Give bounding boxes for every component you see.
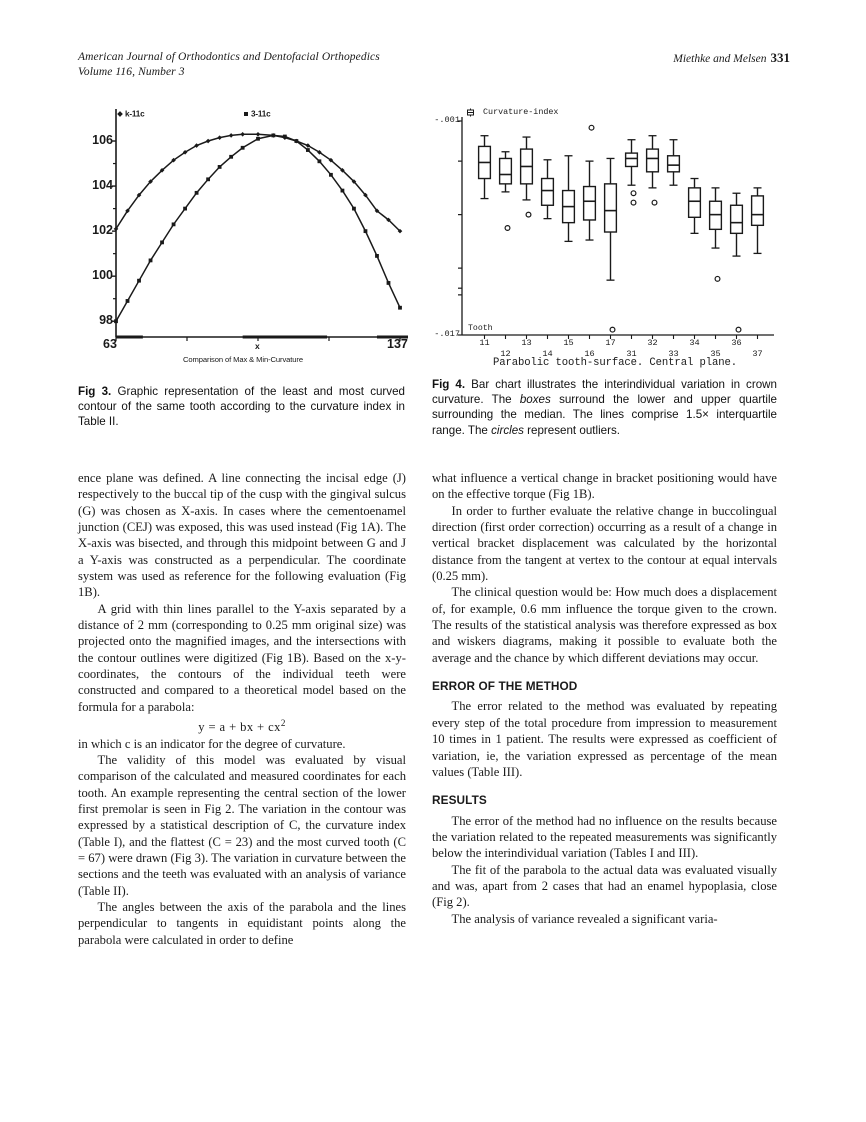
body-paragraph: In order to further evaluate the relative change in buccolingual direction (first order correction) occurring as a result of a change in vertical bracket displacement was calculated by the horizontal distance from the tangent at vertex to the contour at equal intervals (0.25 mm).: [432, 503, 777, 584]
figure-4-x-tick-label: 32: [647, 338, 658, 348]
figure-4-tooth-tag: Tooth: [468, 324, 493, 333]
body-paragraph: ence plane was defined. A line connecting the incisal edge (J) respectively to the buccal tip of the cusp with the gingival sulcus (G) was chosen as X-axis. In cases where the cementoenamel junction (CEJ) was exposed, this was used instead (Fig 1A). The X-axis was bisected, and through this midpoint between G and J a Y-axis was constructed as a perpendicular. The coordinate system was used as reference for the following evaluation (Fig 1B).: [78, 471, 406, 600]
figure-4-x-tick-label: 33: [668, 349, 679, 359]
figure-4-y-tick-label: -.017: [434, 329, 460, 339]
figure-4-legend-label: Curvature-index: [483, 107, 559, 117]
figure-4-caption-p2: surround the lower and upper quartile surrounding the median. The lines comprise 1.5× interquartile range. The: [432, 393, 777, 437]
author-names: Miethke and Melsen: [673, 53, 767, 65]
figure-4-x-tick-label: 37: [752, 349, 763, 359]
section-heading: RESULTS: [432, 793, 487, 808]
figure-4-x-tick-label: 16: [584, 349, 595, 359]
figure-4-caption-em-boxes: boxes: [519, 393, 551, 407]
figure-4-x-tick-label: 11: [479, 338, 490, 348]
figure-3-y-tick-label: 102: [92, 223, 113, 238]
figure-3-legend-label: 3-11c: [251, 109, 271, 119]
figure-3-legend-label: k-11c: [125, 109, 145, 119]
figure-4-x-tick-label: 17: [605, 338, 616, 348]
journal-volume: Volume 116, Number 3: [78, 66, 185, 78]
figure-4-x-tick-label: 34: [689, 338, 700, 348]
figure-3: [78, 105, 408, 370]
body-paragraph: The analysis of variance revealed a significant varia-: [451, 911, 718, 926]
figure-4-y-tick-label: -.001: [434, 115, 460, 125]
figure-4-caption-p3: represent outliers.: [523, 423, 620, 437]
running-head: [78, 50, 790, 82]
body-paragraph: The fit of the parabola to the actual data was evaluated visually and was, apart from 2 cases that had an enamel hypoplasia, close (Fig 2).: [432, 862, 777, 910]
figure-4-caption-label: Fig 4.: [432, 378, 466, 391]
figure-3-caption-text: Graphic representation of the least and most curved contour of the same tooth according to the curvature index in Table II.: [78, 385, 405, 429]
body-paragraph: The error related to the method was evaluated by repeating every step of the total procedure from impression to measurement 10 times in 1 patient. The results were expressed as coefficient of variation, ie, the variation expressed as percentage of the mean values (Table III).: [432, 699, 777, 779]
body-paragraph: The clinical question would be: How much does a displacement of, for example, 0.6 mm influence the torque given to the crown. The results of the statistical analysis was therefore expressed as box and wiskers diagrams, making it possible to evaluate both the average and the chance by which different deviations may occur.: [432, 585, 777, 665]
figure-4-caption-em-circles: circles: [491, 423, 524, 437]
figure-4-x-tick-label: 31: [626, 349, 637, 359]
figure-4-x-tick-label: 13: [521, 338, 532, 348]
body-paragraph: The error of the method had no influence on the results because the variation related to the repeated measurements was significantly below the interindividual variation (Tables I and III).: [432, 813, 777, 861]
figure-3-y-tick-label: 106: [92, 133, 113, 148]
body-paragraph: what influence a vertical change in bracket positioning would have on the effective torque (Fig 1B).: [432, 471, 777, 502]
figure-3-x-tick-label: 63: [103, 337, 117, 351]
figure-3-y-axis-labels: [78, 105, 408, 340]
running-head-authors: [673, 50, 790, 67]
figure-3-x-tick-label: x: [255, 341, 260, 351]
running-head-journal: [78, 50, 380, 80]
figure-4-x-tick-label: 14: [542, 349, 553, 359]
body-column-right: [432, 470, 777, 927]
figure-3-caption: [78, 384, 405, 430]
section-heading: ERROR OF THE METHOD: [432, 679, 578, 694]
figure-3-y-tick-label: 98: [99, 313, 113, 328]
figure-3-caption-label: Fig 3.: [78, 385, 112, 398]
body-paragraph: The validity of this model was evaluated by visual comparison of the calculated and measured coordinates for each tooth. An example representing the central section of the lower first premolar is seen in Fig 2. The variation in the contour was expressed by a statistical description of C, the curvature index (Table I), and the flattest (C = 23) and the most curved tooth (C = 67) were drawn (Fig 3). The variation in curvature between the sections and the teeth was evaluated with an analysis of variance (Table II).: [78, 753, 406, 898]
figure-3-x-axis-title: Comparison of Max & Min-Curvature: [183, 355, 303, 364]
body-paragraph: A grid with thin lines parallel to the Y-axis separated by a distance of 2 mm (corresponding to 0.25 mm original size) was projected onto the magnified images, and the intersections with the contour outlines were digitized (Fig 1B). Based on the x-y-coordinates, the contours of the individual teeth were constructed and compared to a theoretical model based on the formula for a parabola:: [78, 601, 406, 714]
figure-3-y-tick-label: 100: [92, 268, 113, 283]
figure-3-x-tick-label: 137: [387, 337, 408, 351]
figure-4-x-tick-label: 35: [710, 349, 721, 359]
figure-4-x-tick-label: 36: [731, 338, 742, 348]
figure-4-y-axis-labels: [432, 105, 780, 345]
figure-4-x-axis-title: Parabolic tooth-surface. Central plane.: [492, 357, 738, 369]
figure-3-x-axis-labels: [78, 337, 408, 357]
figure-4: [432, 105, 780, 370]
page-number: 331: [770, 50, 790, 65]
figure-4-x-tick-label: 12: [500, 349, 511, 359]
figure-3-y-tick-label: 104: [92, 178, 113, 193]
figure-4-x-tick-label: 15: [563, 338, 574, 348]
body-paragraph: The angles between the axis of the parabola and the lines perpendicular to tangents in equidistant points along the parabola were calculated in order to define: [78, 900, 406, 947]
journal-title: American Journal of Orthodontics and Dentofacial Orthopedics: [78, 51, 380, 63]
body-paragraph: in which c is an indicator for the degree of curvature.: [78, 736, 346, 751]
body-column-left: [78, 470, 406, 948]
figure-4-caption: [432, 377, 777, 438]
parabola-formula: y = a + bx + $cx^2$: [198, 718, 286, 735]
figure-4-caption-p1: Bar chart illustrates the interindividual variation in crown curvature. The: [432, 378, 777, 407]
